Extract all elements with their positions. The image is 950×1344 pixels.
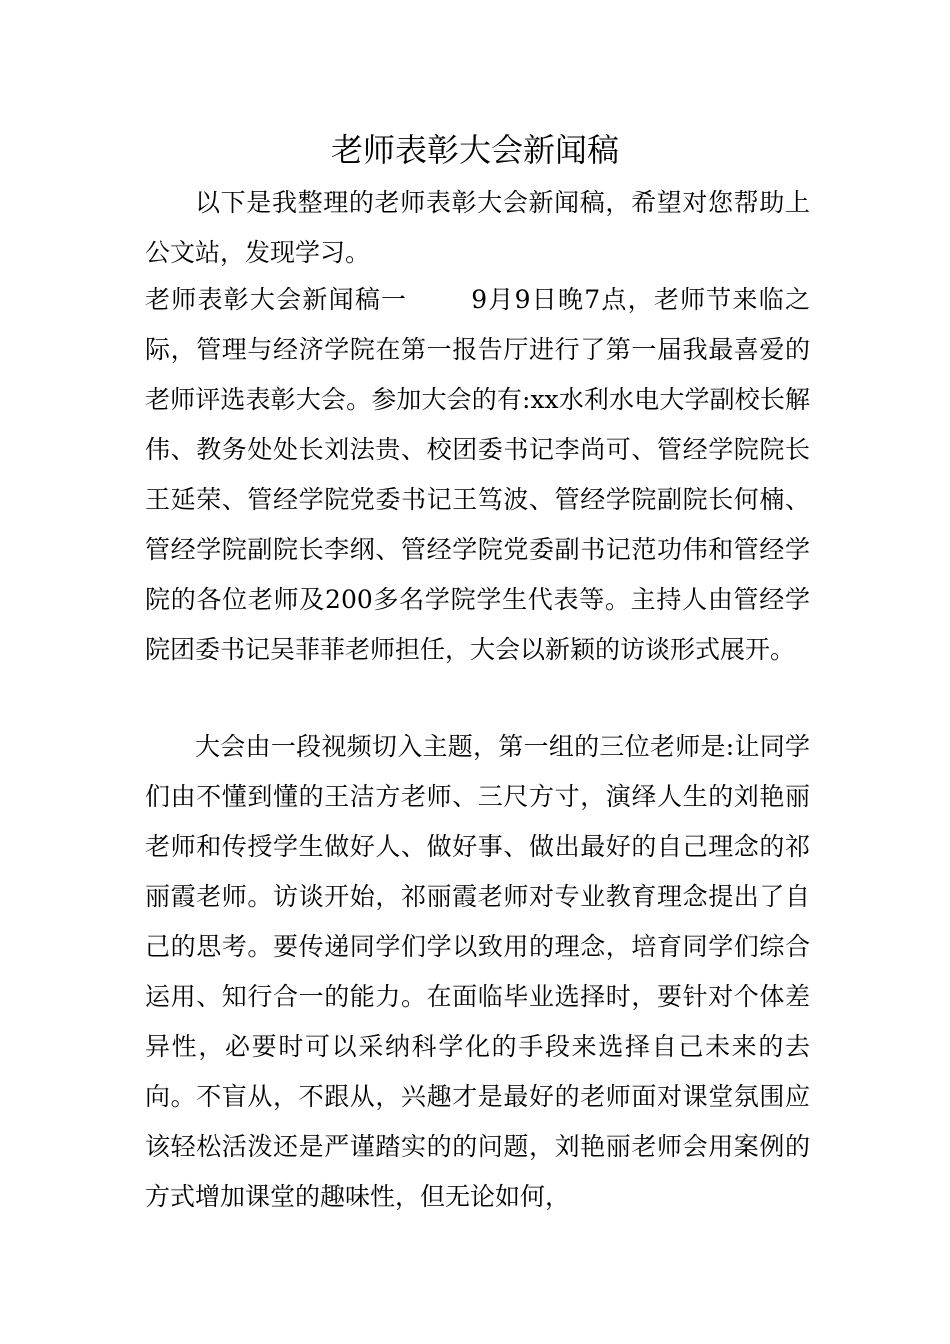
paragraph-1-text: 9月9日晚7点，老师节来临之际，管理与经济学院在第一报告厅进行了第一届我最喜爱的老师评选表彰大会。参加大会的有:xx水利水电大学副校长解伟、教务处处长刘法贵、校团委书记李尚可、管经学院院长王延荣、管经学院党委书记王笃波、管经学院副院长何楠、管经学院副院长李纲、管经学院党委副书记范功伟和管经学院的各位老师及200多名学院学生代表等。主持人由管经学院团委书记吴菲菲老师担任，大会以新颖的访谈形式展开。 <box>145 285 810 664</box>
section-label: 老师表彰大会新闻稿一 <box>145 285 408 314</box>
news-paragraph-2: 大会由一段视频切入主题，第一组的三位老师是:让同学们由不懂到懂的王洁方老师、三尺方寸，演绎人生的刘艳丽老师和传授学生做好人、做好事、做出最好的自己理念的祁丽霞老师。访谈开始，祁丽霞老师对专业教育理念提出了自己的思考。要传递同学们学以致用的理念，培育同学们综合运用、知行合一的能力。在面临毕业选择时，要针对个体差异性，必要时可以采纳科学化的手段来选择自己未来的去向。不盲从，不跟从，兴趣才是最好的老师面对课堂氛围应该轻松活泼还是严谨踏实的的问题，刘艳丽老师会用案例的方式增加课堂的趣味性，但无论如何， <box>145 732 810 1211</box>
intro-paragraph: 以下是我整理的老师表彰大会新闻稿，希望对您帮助上公文站，发现学习。 <box>145 188 810 267</box>
document-title: 老师表彰大会新闻稿 <box>330 131 619 169</box>
news-paragraph-1 <box>145 275 810 675</box>
